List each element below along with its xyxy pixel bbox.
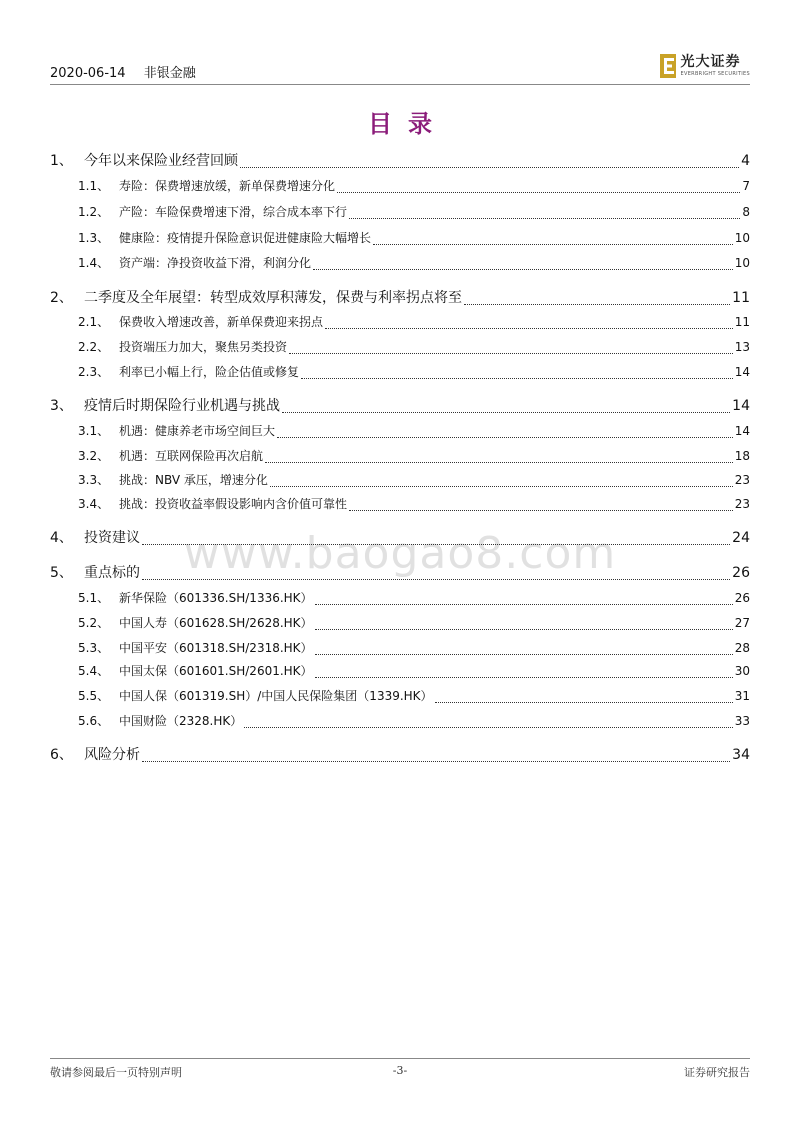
toc-entry-title: 利率已小幅上行，险企估值或修复 — [119, 365, 300, 379]
brand-logo — [659, 52, 750, 80]
toc-entry[interactable] — [50, 712, 750, 734]
toc-entry-page: 14 — [734, 424, 750, 438]
toc-entry-title: 保费收入增速改善，新单保费迎来拐点 — [119, 315, 324, 329]
toc-leader-dots — [265, 461, 733, 463]
toc-entry-title: 产险：车险保费增速下滑，综合成本率下行 — [119, 205, 348, 219]
toc-entry-title: 中国人寿（601628.SH/2628.HK） — [119, 616, 313, 630]
toc-entry-title: 机遇：互联网保险再次启航 — [119, 449, 264, 463]
toc-entry-number: 1.1、 — [78, 179, 110, 193]
toc-leader-dots — [315, 653, 733, 655]
footer-divider — [50, 1058, 750, 1059]
toc-entry-page: 10 — [734, 256, 750, 270]
toc-entry-number: 3、 — [50, 398, 73, 414]
toc-leader-dots — [270, 485, 733, 487]
toc-entry-page: 27 — [734, 616, 750, 630]
toc-entry[interactable] — [50, 471, 750, 493]
toc-entry-number: 1.4、 — [78, 256, 110, 270]
toc-entry-number: 2.2、 — [78, 340, 110, 354]
toc-entry-number: 5、 — [50, 565, 73, 581]
toc-leader-dots — [289, 352, 733, 354]
page-footer — [50, 1064, 750, 1080]
toc-entry[interactable] — [50, 614, 750, 636]
toc-leader-dots — [349, 217, 740, 219]
toc-entry-page: 26 — [732, 565, 750, 581]
toc-entry[interactable] — [50, 395, 750, 419]
toc-entry-title: 重点标的 — [84, 565, 140, 581]
toc-entry-number: 6、 — [50, 747, 73, 763]
toc-entry-page: 7 — [742, 179, 750, 193]
brand-name-en: EVERBRIGHT SECURITIES — [680, 71, 750, 77]
toc-entry-title: 投资建议 — [84, 530, 140, 546]
page-number: -3- — [392, 1064, 408, 1077]
toc-entry-title: 资产端：净投资收益下滑，利润分化 — [119, 256, 312, 270]
header-meta — [50, 62, 210, 81]
toc-entry-number: 5.5、 — [78, 689, 110, 703]
toc-leader-dots — [142, 578, 730, 580]
toc-leader-dots — [282, 411, 730, 413]
toc-entry-title: 寿险：保费增速放缓，新单保费增速分化 — [119, 179, 336, 193]
toc-heading: 目录 — [368, 110, 448, 138]
toc-entry-page: 31 — [734, 689, 750, 703]
toc-entry-page: 11 — [732, 290, 750, 306]
toc-entry-number: 2.3、 — [78, 365, 110, 379]
toc-leader-dots — [315, 603, 733, 605]
toc-entry-page: 14 — [732, 398, 750, 414]
toc-leader-dots — [240, 166, 739, 168]
toc-entry[interactable] — [50, 287, 750, 311]
toc-entry-number: 5.2、 — [78, 616, 110, 630]
toc-entry-title: 新华保险（601336.SH/1336.HK） — [119, 591, 313, 605]
toc-entry-number: 3.4、 — [78, 497, 110, 511]
toc-entry-number: 5.3、 — [78, 641, 110, 655]
toc-leader-dots — [315, 676, 733, 678]
toc-entry-page: 11 — [734, 315, 750, 329]
toc-entry[interactable] — [50, 150, 750, 174]
toc-entry-page: 34 — [732, 747, 750, 763]
toc-entry[interactable] — [50, 422, 750, 444]
toc-entry-title: 疫情后时期保险行业机遇与挑战 — [84, 398, 280, 414]
toc-leader-dots — [315, 628, 733, 630]
toc-leader-dots — [142, 543, 730, 545]
toc-entry-page: 23 — [734, 497, 750, 511]
toc-entry-title: 今年以来保险业经营回顾 — [84, 153, 238, 169]
toc-entry[interactable] — [50, 203, 750, 225]
toc-leader-dots — [435, 701, 733, 703]
toc-entry-page: 23 — [734, 473, 750, 487]
toc-entry-number: 5.4、 — [78, 664, 110, 678]
toc-entry[interactable] — [50, 338, 750, 360]
toc-leader-dots — [142, 760, 730, 762]
toc-entry[interactable] — [50, 229, 750, 251]
toc-entry[interactable] — [50, 744, 750, 768]
toc-leader-dots — [244, 726, 732, 728]
toc-entry-title: 中国平安（601318.SH/2318.HK） — [119, 641, 313, 655]
toc-leader-dots — [337, 191, 740, 193]
toc-entry-page: 33 — [734, 714, 750, 728]
toc-entry-number: 3.3、 — [78, 473, 110, 487]
toc-leader-dots — [349, 509, 733, 511]
toc-entry-number: 5.1、 — [78, 591, 110, 605]
toc-leader-dots — [313, 268, 733, 270]
toc-entry-page: 30 — [734, 664, 750, 678]
toc-entry-title: 投资端压力加大，聚焦另类投资 — [119, 340, 288, 354]
toc-leader-dots — [325, 327, 733, 329]
toc-entry-number: 1.3、 — [78, 231, 110, 245]
toc-entry-page: 8 — [742, 205, 750, 219]
toc-entry[interactable] — [50, 527, 750, 551]
report-sector: 非银金融 — [143, 66, 196, 81]
disclaimer-note: 敬请参阅最后一页特别声明 — [50, 1066, 182, 1079]
toc-entry[interactable] — [50, 662, 750, 684]
report-type: 证券研究报告 — [684, 1066, 750, 1079]
toc-leader-dots — [277, 436, 733, 438]
report-date: 2020-06-14 — [50, 66, 126, 81]
toc-entry-number: 2.1、 — [78, 315, 110, 329]
toc-entry-page: 28 — [734, 641, 750, 655]
toc-entry-number: 3.1、 — [78, 424, 110, 438]
toc-entry[interactable] — [50, 562, 750, 586]
toc-entry-page: 10 — [734, 231, 750, 245]
toc-entry[interactable] — [50, 177, 750, 199]
toc-entry-title: 机遇：健康养老市场空间巨大 — [119, 424, 276, 438]
toc-entry[interactable] — [50, 254, 750, 276]
toc-entry-title: 中国太保（601601.SH/2601.HK） — [119, 664, 313, 678]
toc-entry-number: 1、 — [50, 153, 73, 169]
toc-entry-number: 4、 — [50, 530, 73, 546]
toc-entry[interactable] — [50, 495, 750, 517]
toc-entry-title: 挑战：投资收益率假设影响内含价值可靠性 — [119, 497, 348, 511]
toc-leader-dots — [373, 243, 733, 245]
toc-entry-title: 风险分析 — [84, 747, 140, 763]
everbright-logo-icon — [659, 53, 677, 79]
toc-entry-number: 1.2、 — [78, 205, 110, 219]
toc-entry-page: 18 — [734, 449, 750, 463]
toc-entry[interactable] — [50, 447, 750, 469]
toc-entry-title: 二季度及全年展望：转型成效厚积薄发，保费与利率拐点将至 — [84, 290, 462, 306]
page-header — [50, 52, 750, 82]
toc-entry-number: 3.2、 — [78, 449, 110, 463]
toc-leader-dots — [301, 377, 733, 379]
toc-entry-page: 24 — [732, 530, 750, 546]
toc-entry-number: 5.6、 — [78, 714, 110, 728]
toc-entry-title: 健康险：疫情提升保险意识促进健康险大幅增长 — [119, 231, 372, 245]
header-divider — [50, 84, 750, 85]
toc-entry-title: 挑战：NBV 承压，增速分化 — [119, 473, 268, 487]
toc-entry-page: 14 — [734, 365, 750, 379]
toc-entry[interactable] — [50, 639, 750, 661]
toc-entry[interactable] — [50, 363, 750, 385]
toc-entry-page: 13 — [734, 340, 750, 354]
toc-entry[interactable] — [50, 589, 750, 611]
toc-entry-title: 中国财险（2328.HK） — [119, 714, 243, 728]
watermark: www.baogao8.com — [183, 528, 617, 579]
toc-entry[interactable] — [50, 687, 750, 709]
brand-name-cn: 光大证券 — [680, 54, 741, 70]
toc-entry-number: 2、 — [50, 290, 73, 306]
toc-leader-dots — [464, 303, 730, 305]
toc-entry-title: 中国人保（601319.SH）/中国人民保险集团（1339.HK） — [119, 689, 433, 703]
toc-entry[interactable] — [50, 313, 750, 335]
toc-entry-page: 26 — [734, 591, 750, 605]
toc-entry-page: 4 — [741, 153, 750, 169]
